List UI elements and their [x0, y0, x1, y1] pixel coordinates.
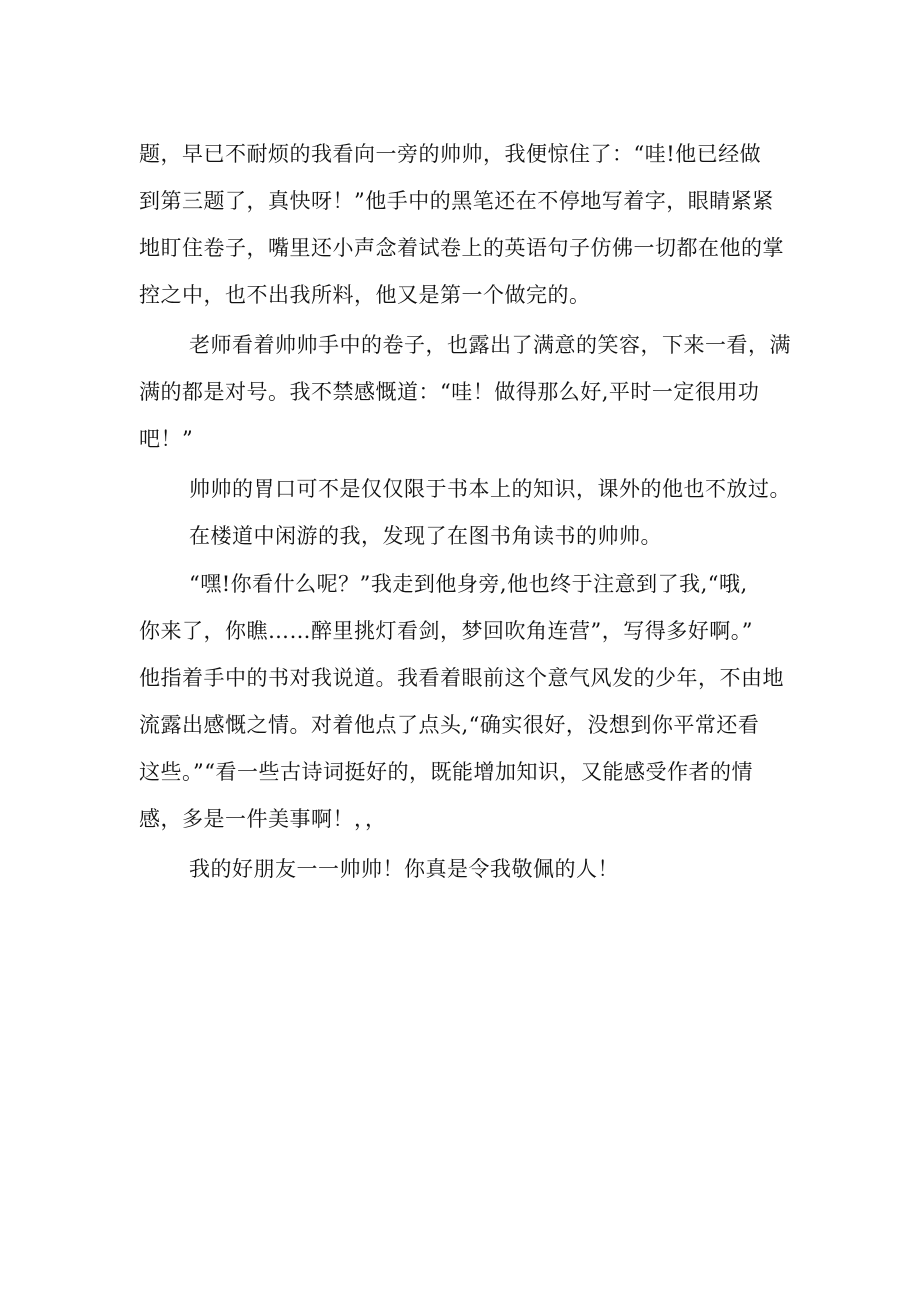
paragraph-2-line-3: 吧！” [139, 427, 194, 451]
paragraph-5-line-6: 感，多是一件美事啊！，， [139, 807, 387, 831]
paragraph-2-line-1: 老师看着帅帅手中的卷子，也露出了满意的笑容，下来一看，满 [189, 333, 791, 357]
paragraph-5-line-2: 你来了，你瞧……醉里挑灯看剑，梦回吹角连营”，写得多好啊。” [139, 619, 753, 643]
paragraph-4-line-1: 在楼道中闲游的我，发现了在图书角读书的帅帅。 [189, 524, 662, 548]
paragraph-1-line-2: 到第三题了，真快呀！”他手中的黑笔还在不停地写着字，眼睛紧紧 [139, 189, 774, 213]
paragraph-1-line-4: 控之中，也不出我所料，他又是第一个做完的。 [139, 283, 591, 307]
paragraph-5-line-1: “嘿!你看什么呢？”我走到他身旁,他也终于注意到了我,“哦, [189, 572, 748, 596]
paragraph-1-line-1: 题，早已不耐烦的我看向一旁的帅帅，我便惊住了：“哇!他已经做 [139, 142, 762, 166]
paragraph-5-line-5: 这些。”“看一些古诗词挺好的，既能增加知识，又能感受作者的情 [139, 760, 753, 784]
paragraph-3-line-1: 帅帅的胃口可不是仅仅限于书本上的知识，课外的他也不放过。 [189, 477, 791, 501]
paragraph-1-line-3: 地盯住卷子，嘴里还小声念着试卷上的英语句子仿佛一切都在他的掌 [139, 236, 784, 260]
paragraph-2-line-2: 满的都是对号。我不禁感慨道：“哇！做得那么好,平时一定很用功 [139, 380, 760, 404]
paragraph-5-line-4: 流露出感慨之情。对着他点了点头,“确实很好，没想到你平常还看 [139, 713, 760, 737]
paragraph-6-line-1: 我的好朋友一一帅帅！你真是令我敬佩的人！ [189, 857, 619, 881]
paragraph-5-line-3: 他指着手中的书对我说道。我看着眼前这个意气风发的少年，不由地 [139, 666, 784, 690]
